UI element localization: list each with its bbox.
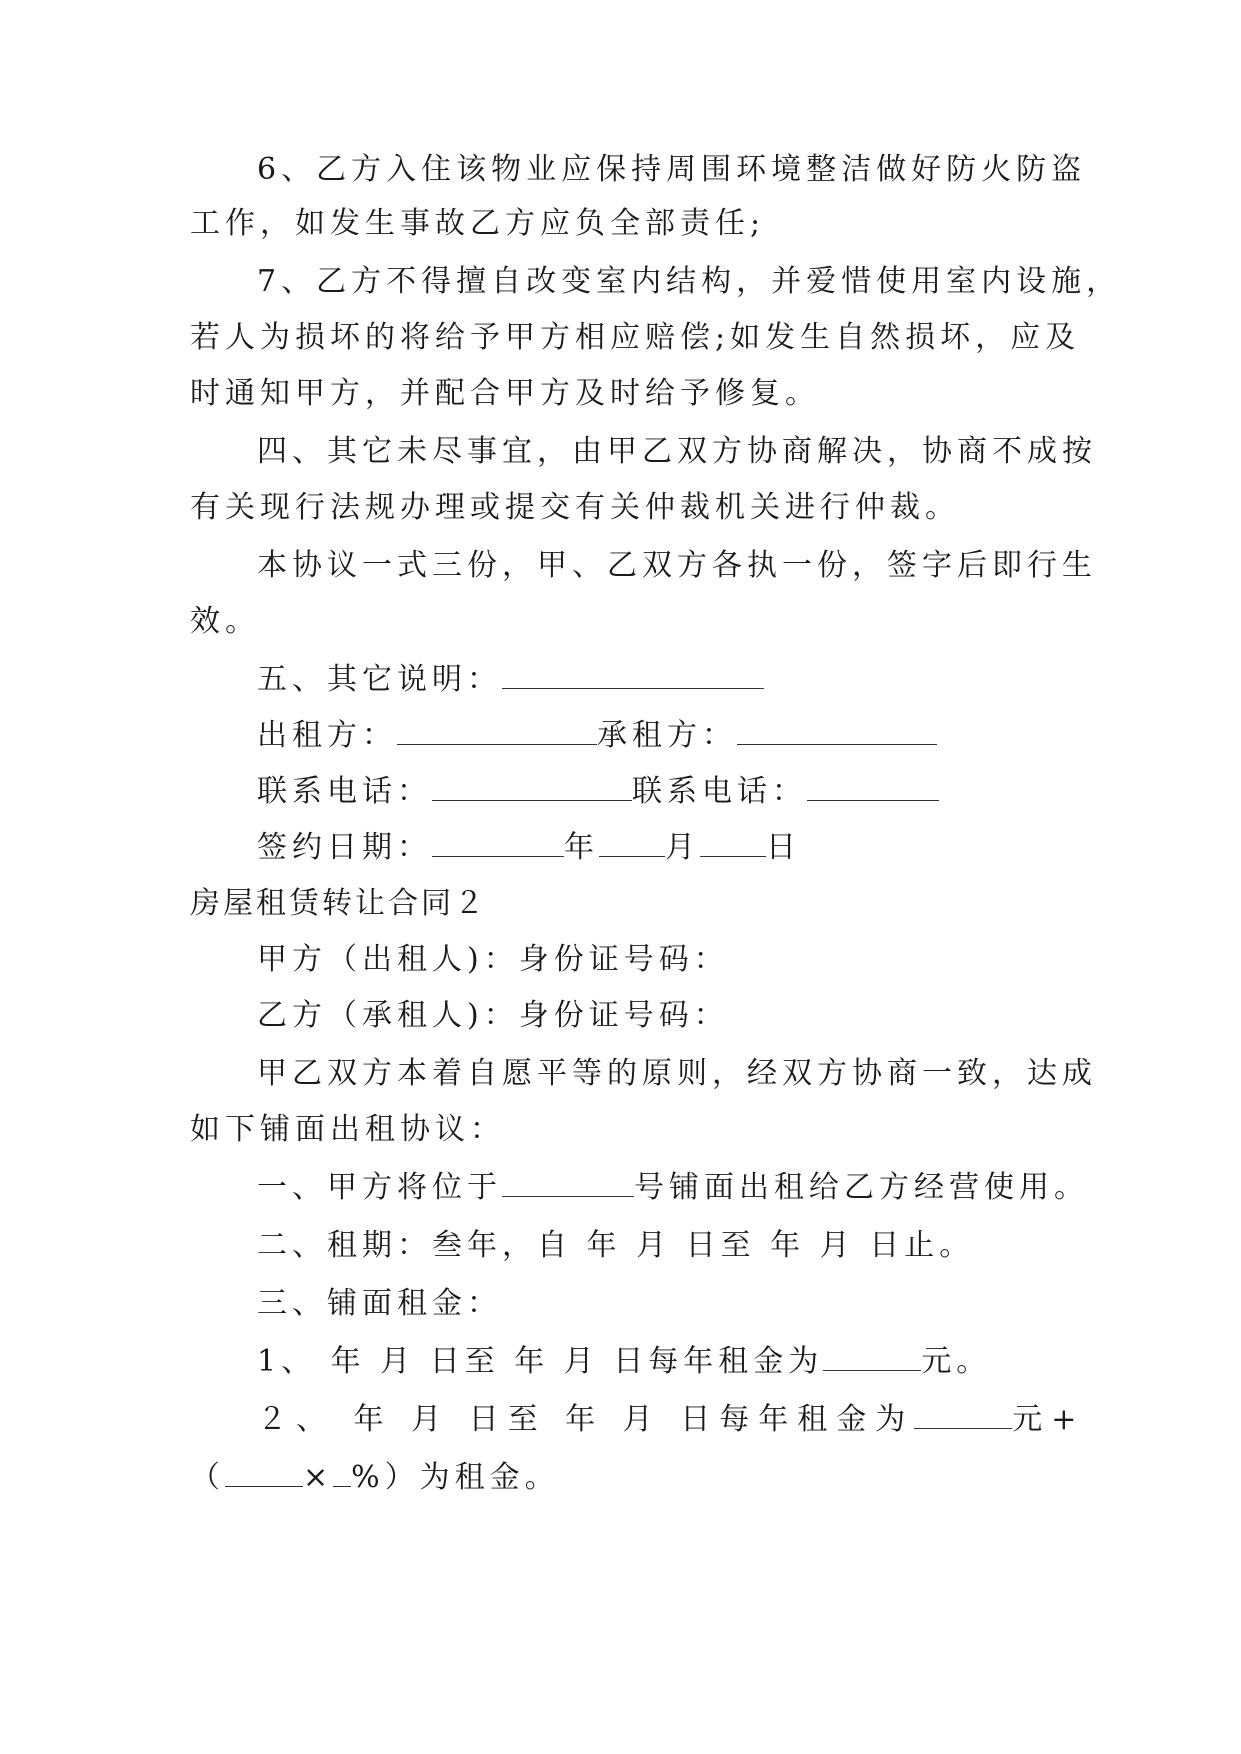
lessor-label: 出租方： [257,718,397,753]
lessee-blank [737,718,937,745]
intro-line-1: 甲乙双方本着自愿平等的原则，经双方协商一致，达成 [257,1056,1097,1091]
lessee-label: 承租方： [597,718,737,753]
copies-line-1: 本协议一式三份，甲、乙双方各执一份，签字后即行生 [257,548,1097,583]
sign-date-label: 签约日期： [257,830,432,865]
clause-2-line: 二、租期：叁年，自 年 月 日至 年 月 日止。 [257,1228,975,1263]
clause-7-line-2: 若人为损坏的将给予甲方相应赔偿;如发生自然损坏，应及 [190,320,1081,355]
phone-label-2: 联系电话： [632,774,807,809]
other-notes-blank [502,662,764,689]
party-b-line: 乙方（承租人)：身份证号码： [257,998,729,1033]
month-label: 月 [665,830,700,865]
rent-2b-pct: %）为租金。 [351,1460,560,1495]
year-label: 年 [564,830,599,865]
rent-2b-blank-2 [333,1460,351,1487]
section-4-line-2: 有关现行法规办理或提交有关仲裁机关进行仲裁。 [190,490,960,525]
phone-label-1: 联系电话： [257,774,432,809]
month-blank [599,830,665,857]
day-blank [700,830,766,857]
shop-number-blank [502,1170,634,1197]
copies-line-2: 效。 [190,604,260,639]
year-blank [432,830,564,857]
rent-2b-blank-1 [225,1460,303,1487]
other-notes-line [257,660,764,700]
section-4-line-1: 四、其它未尽事宜，由甲乙双方协商解决，协商不成按 [257,434,1097,469]
rent-2-blank [914,1402,1012,1429]
clause-6-line-1: 6、乙方入住该物业应保持周围环境整洁做好防火防盗 [257,152,1087,187]
rent-2-post: 元+ [1012,1402,1086,1437]
phone-blank-1 [432,774,632,801]
parties-line [257,716,937,756]
clause-7-line-1: 7、乙方不得擅自改变室内结构，并爱惜使用室内设施， [257,264,1122,299]
phone-blank-2 [807,774,939,801]
clause-6-line-2: 工作，如发生事故乙方应负全部责任; [190,206,766,241]
rent-1-pre: 1、 年 月 日至 年 月 日每年租金为 [257,1344,824,1379]
contract-2-title: 房屋租赁转让合同２ [190,886,487,921]
clause-3-line: 三、铺面租金： [257,1286,502,1321]
rent-1-blank [823,1344,921,1371]
rent-2b-open: （ [190,1460,225,1495]
phone-line [257,772,939,812]
other-notes-label: 五、其它说明： [257,662,502,697]
rent-2-pre: ２、 年 月 日至 年 月 日每年租金为 [257,1402,915,1437]
rent-2-line-2 [190,1458,560,1498]
sign-date-line [257,828,801,868]
day-label: 日 [766,830,801,865]
clause-1-pre: 一、甲方将位于 [257,1170,502,1205]
clause-1-post: 号铺面出租给乙方经营使用。 [634,1170,1089,1205]
intro-line-2: 如下铺面出租协议： [190,1112,505,1147]
party-a-line: 甲方（出租人)：身份证号码： [257,942,729,977]
lessor-blank [397,718,597,745]
rent-2b-times: × [303,1460,334,1495]
rent-2-line [257,1400,1085,1440]
clause-1-line [257,1168,1089,1208]
rent-1-line [257,1342,991,1382]
clause-7-line-3: 时通知甲方，并配合甲方及时给予修复。 [190,376,820,411]
rent-1-post: 元。 [921,1344,992,1379]
